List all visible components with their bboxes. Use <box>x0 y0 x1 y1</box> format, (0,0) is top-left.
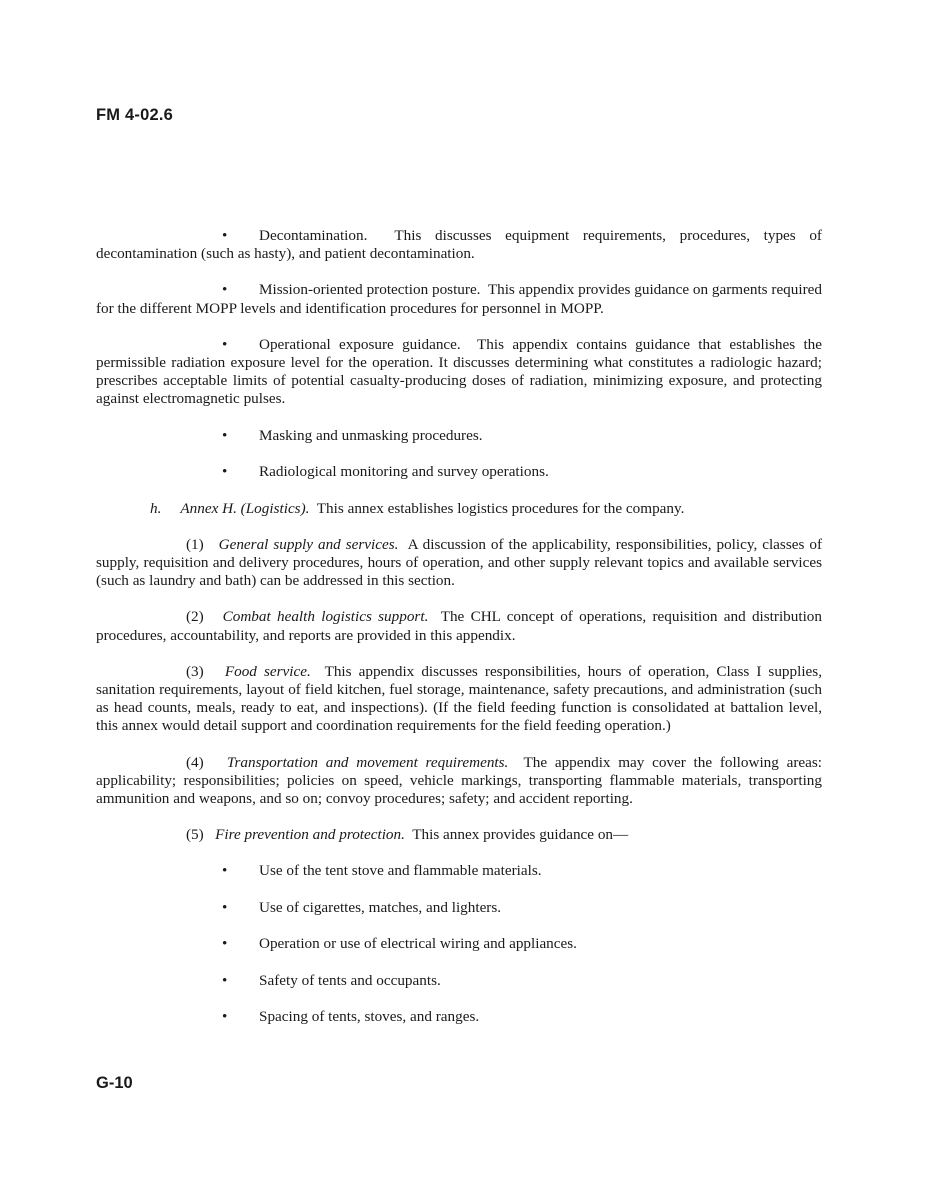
subsection-text: The CHL concept of operations, requisition and distribution procedures, accountability, and reports are provided in this appendix. <box>96 608 822 644</box>
list-item <box>96 972 822 990</box>
bullet-paragraph <box>96 281 822 317</box>
bullet-lead: Operational exposure guidance. <box>259 335 461 353</box>
bullet-icon: • <box>222 898 228 916</box>
bullet-icon: • <box>222 335 228 353</box>
list-item-text: Spacing of tents, stoves, and ranges. <box>259 1008 480 1026</box>
list-item <box>96 899 822 917</box>
list-item-text: Masking and unmasking procedures. <box>259 426 483 444</box>
subsection-number: (1) <box>186 535 204 553</box>
document-header-id: FM 4-02.6 <box>96 106 173 124</box>
bullet-paragraph <box>96 227 822 263</box>
subsection-title: Fire prevention and protection. <box>215 826 405 844</box>
list-item <box>96 1008 822 1026</box>
annex-title: Annex H. (Logistics). <box>180 499 310 517</box>
annex-text: This annex establishes logistics procedures for the company. <box>316 499 685 517</box>
bullet-icon: • <box>222 1008 228 1026</box>
subsection-title: Food service. <box>224 662 311 680</box>
page-number: G-10 <box>96 1074 133 1092</box>
subsection-number: (4) <box>186 753 204 771</box>
bullet-lead: Mission-oriented protection posture. <box>259 281 481 299</box>
bullet-text: This appendix contains guidance that establishes the permissible radiation exposure level for the operation. It discusses determining what constitutes a radiologic hazard; prescribes acceptable limits of potential casualty-producing doses of radiation, minimizing exposure, and protecting against electromagnetic pulses. <box>96 335 822 408</box>
list-item-text: Operation or use of electrical wiring and appliances. <box>259 935 577 953</box>
subsection-title: Transportation and movement requirements. <box>226 753 509 771</box>
subsection-paragraph <box>96 536 822 591</box>
subsection-text: The appendix may cover the following areas: applicability; responsibilities; policies on speed, vehicle markings, transporting flammable materials, transporting ammunition and weapons, and so on; convoy procedures; safety; and accident reporting. <box>96 753 823 808</box>
bullet-icon: • <box>222 426 228 444</box>
subsection-paragraph <box>96 663 822 736</box>
subsection-text: This appendix discusses responsibilities, hours of operation, Class I supplies, sanitation requirements, layout of field kitchen, fuel storage, maintenance, safety precautions, and administration (such as head counts, meals, ready to eat, and inspections). (If the field feeding function is consolidated at battalion level, this annex would detail support and coordination requirements for the field feeding operation.) <box>96 662 822 735</box>
list-item-text: Use of the tent stove and flammable materials. <box>259 862 542 880</box>
list-item-text: Use of cigarettes, matches, and lighters. <box>259 898 502 916</box>
bullet-icon: • <box>222 227 228 244</box>
bullet-icon: • <box>222 935 228 953</box>
list-item-text: Radiological monitoring and survey operations. <box>259 463 549 481</box>
subsection-number: (2) <box>186 608 204 626</box>
bullet-icon: • <box>222 281 228 299</box>
subsection-paragraph <box>96 826 822 844</box>
bullet-text: This appendix provides guidance on garments required for the different MOPP levels and identification procedures for personnel in MOPP. <box>96 281 822 317</box>
list-item-text: Safety of tents and occupants. <box>259 971 441 989</box>
subsection-title: General supply and services. <box>218 535 399 553</box>
subsection-paragraph <box>96 608 822 644</box>
subsection-title: Combat health logistics support. <box>222 608 429 626</box>
list-item <box>96 463 822 481</box>
bullet-paragraph <box>96 336 822 409</box>
subsection-number: (3) <box>186 662 204 680</box>
bullet-text: This discusses equipment requirements, procedures, types of decontamination (such as hasty), and patient decontamination. <box>96 227 822 263</box>
list-item <box>96 427 822 445</box>
subsection-paragraph <box>96 754 822 809</box>
list-item <box>96 935 822 953</box>
subsection-text: A discussion of the applicability, responsibilities, policy, classes of supply, requisition and delivery procedures, hours of operation, and other supply relevant topics and available services (such as laundry and bath) can be addressed in this section. <box>96 535 823 590</box>
annex-letter: h. <box>150 499 162 517</box>
annex-h-paragraph <box>96 500 822 518</box>
bullet-icon: • <box>222 971 228 989</box>
subsection-text: This annex provides guidance on— <box>412 826 629 844</box>
bullet-lead: Decontamination. <box>259 227 368 244</box>
list-item <box>96 862 822 880</box>
subsection-number: (5) <box>186 826 204 844</box>
page-body <box>96 227 822 1045</box>
bullet-icon: • <box>222 463 228 481</box>
bullet-icon: • <box>222 862 228 880</box>
